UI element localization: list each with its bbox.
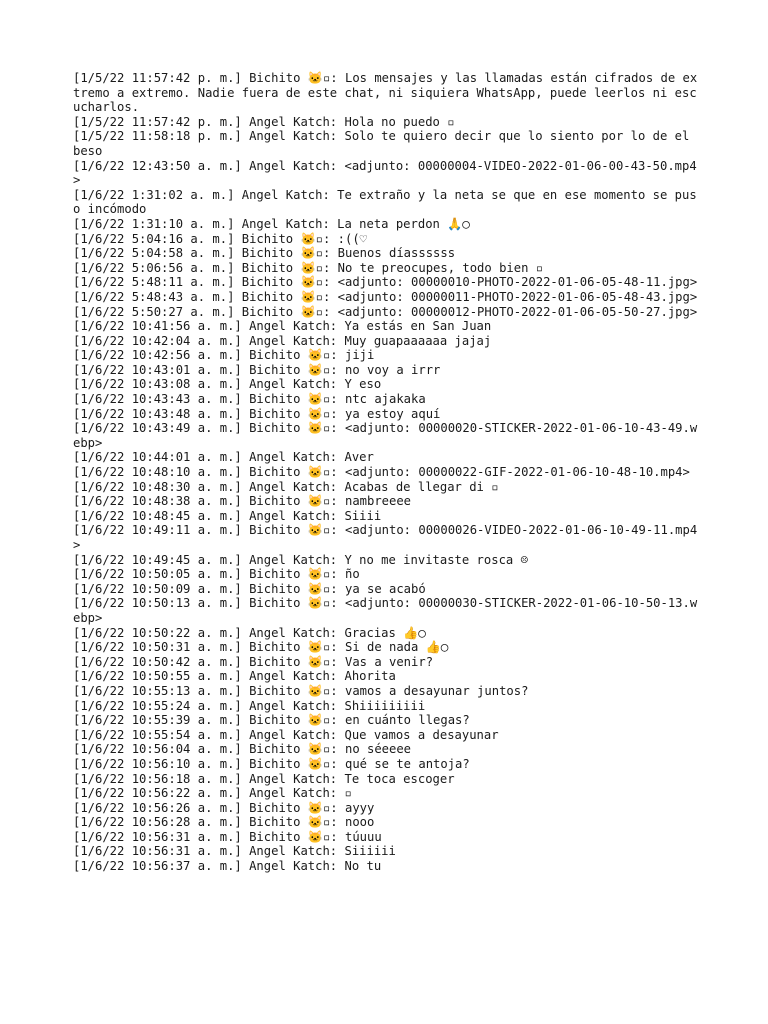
message-line: [1/6/22 10:50:05 a. m.] Bichito 🐱▫: ño (73, 567, 360, 582)
message-line: [1/6/22 5:50:27 a. m.] Bichito 🐱▫: <adjunto: 00000012-PHOTO-2022-01-06-05-50-27.jpg> (73, 304, 698, 319)
message-line: [1/6/22 10:50:09 a. m.] Bichito 🐱▫: ya se acabó (73, 581, 426, 596)
message-line: [1/6/22 10:44:01 a. m.] Angel Katch: Aver (73, 450, 374, 465)
message-line: [1/6/22 10:43:43 a. m.] Bichito 🐱▫: ntc ajakaka (73, 392, 426, 407)
message-line: [1/6/22 5:48:43 a. m.] Bichito 🐱▫: <adjunto: 00000011-PHOTO-2022-01-06-05-48-43.jpg> (73, 289, 698, 304)
message-line: [1/6/22 10:41:56 a. m.] Angel Katch: Ya estás en San Juan (73, 319, 492, 334)
message-line: [1/6/22 10:56:37 a. m.] Angel Katch: No tu (73, 859, 382, 874)
message-line: [1/6/22 10:43:49 a. m.] Bichito 🐱▫: <adjunto: 00000020-STICKER-2022-01-06-10-43-49.webp> (73, 421, 698, 450)
message-line: [1/6/22 10:55:39 a. m.] Bichito 🐱▫: en cuánto llegas? (73, 713, 470, 728)
message-line: [1/6/22 12:43:50 a. m.] Angel Katch: <adjunto: 00000004-VIDEO-2022-01-06-00-43-50.mp4> (73, 158, 697, 188)
message-line: [1/6/22 10:55:54 a. m.] Angel Katch: Que vamos a desayunar (73, 727, 499, 742)
message-line: [1/6/22 10:56:31 a. m.] Bichito 🐱▫: túuuu (73, 829, 382, 844)
message-line: [1/6/22 10:50:22 a. m.] Angel Katch: Gracias 👍◯ (73, 625, 426, 640)
message-line: [1/6/22 10:49:11 a. m.] Bichito 🐱▫: <adjunto: 00000026-VIDEO-2022-01-06-10-49-11.mp4> (73, 523, 698, 552)
message-line: [1/6/22 10:56:10 a. m.] Bichito 🐱▫: qué se te antoja? (73, 756, 470, 771)
message-line: [1/6/22 1:31:02 a. m.] Angel Katch: Te extraño y la neta se que en ese momento se puso incómodo (73, 187, 697, 217)
message-line: [1/6/22 10:43:08 a. m.] Angel Katch: Y eso (73, 377, 382, 392)
chat-transcript (73, 71, 703, 874)
message-line: [1/6/22 10:56:04 a. m.] Bichito 🐱▫: no séeeee (73, 742, 412, 757)
message-line: [1/6/22 10:50:55 a. m.] Angel Katch: Ahorita (73, 669, 396, 684)
message-line: [1/6/22 10:48:30 a. m.] Angel Katch: Acabas de llegar di ▫ (73, 479, 499, 494)
message-line: [1/5/22 11:58:18 p. m.] Angel Katch: Solo te quiero decir que lo siento por lo de el beso (73, 129, 697, 158)
message-line: [1/5/22 11:57:42 p. m.] Angel Katch: Hola no puedo ▫ (73, 114, 455, 129)
message-line: [1/6/22 10:49:45 a. m.] Angel Katch: Y no me invitaste rosca ☹ (73, 552, 528, 567)
message-line: [1/6/22 5:04:16 a. m.] Bichito 🐱▫: :((♡ (73, 231, 367, 246)
message-line: [1/6/22 10:50:13 a. m.] Bichito 🐱▫: <adjunto: 00000030-STICKER-2022-01-06-10-50-13.webp> (73, 596, 698, 625)
message-line: [1/6/22 5:06:56 a. m.] Bichito 🐱▫: No te preocupes, todo bien ▫ (73, 260, 544, 275)
message-line: [1/6/22 10:56:31 a. m.] Angel Katch: Siiiiii (73, 844, 396, 859)
message-line: [1/6/22 10:56:22 a. m.] Angel Katch: ▫ (73, 786, 352, 801)
message-line: [1/6/22 10:43:01 a. m.] Bichito 🐱▫: no voy a irrr (73, 362, 441, 377)
message-line: [1/6/22 10:56:26 a. m.] Bichito 🐱▫: ayyy (73, 800, 375, 815)
message-line: [1/6/22 10:56:18 a. m.] Angel Katch: Te toca escoger (73, 771, 455, 786)
message-line: [1/6/22 10:48:45 a. m.] Angel Katch: Siiii (73, 508, 382, 523)
message-line: [1/6/22 10:50:31 a. m.] Bichito 🐱▫: Si de nada 👍◯ (73, 640, 449, 655)
message-line: [1/6/22 5:04:58 a. m.] Bichito 🐱▫: Buenos díassssss (73, 246, 456, 261)
message-line: [1/6/22 10:42:56 a. m.] Bichito 🐱▫: jiji (73, 348, 375, 363)
message-line: [1/6/22 10:48:10 a. m.] Bichito 🐱▫: <adjunto: 00000022-GIF-2022-01-06-10-48-10.mp4> (73, 465, 690, 480)
message-line: [1/6/22 5:48:11 a. m.] Bichito 🐱▫: <adjunto: 00000010-PHOTO-2022-01-06-05-48-11.jpg> (73, 275, 698, 290)
message-line: [1/6/22 10:43:48 a. m.] Bichito 🐱▫: ya estoy aquí (73, 406, 441, 421)
message-line: [1/6/22 10:55:24 a. m.] Angel Katch: Shiiiiiiiii (73, 698, 426, 713)
message-line: [1/6/22 10:50:42 a. m.] Bichito 🐱▫: Vas a venir? (73, 654, 434, 669)
message-line: [1/6/22 10:42:04 a. m.] Angel Katch: Muy guapaaaaaa jajaj (73, 333, 492, 348)
message-line: [1/6/22 10:48:38 a. m.] Bichito 🐱▫: nambreeee (73, 494, 412, 509)
message-line: [1/6/22 1:31:10 a. m.] Angel Katch: La neta perdon 🙏◯ (73, 216, 470, 231)
message-line: [1/6/22 10:55:13 a. m.] Bichito 🐱▫: vamos a desayunar juntos? (73, 683, 529, 698)
message-line: [1/6/22 10:56:28 a. m.] Bichito 🐱▫: nooo (73, 815, 375, 830)
message-line: [1/5/22 11:57:42 p. m.] Bichito 🐱▫: Los mensajes y las llamadas están cifrados de extremo a extremo. Nadie fuera de este chat, ni siquiera WhatsApp, puede leerlos ni escucharlos. (73, 71, 698, 115)
